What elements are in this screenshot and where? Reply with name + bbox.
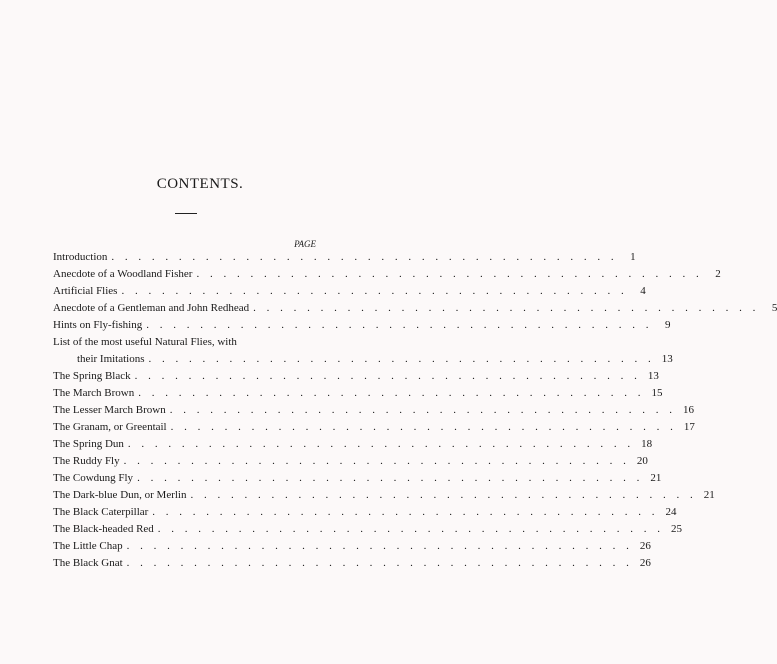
toc-entry-page-number: 4: [640, 285, 646, 297]
toc-entry-page-number: 20: [636, 455, 648, 467]
page-title: CONTENTS.: [156, 176, 244, 192]
dot-leader: . . . . . . . . . . . . . . . . . . . . . . . . . . . . . . . . . . . . . .: [157, 523, 665, 535]
toc-entry: [53, 504, 677, 521]
toc-entry-title: The Black Gnat: [53, 557, 123, 569]
toc-entry: [53, 283, 646, 300]
dot-leader: . . . . . . . . . . . . . . . . . . . . . . . . . . . . . . . . . . . . . .: [190, 489, 697, 501]
toc-entry-title: The Black-headed Red: [53, 523, 154, 535]
toc-entry-title: Anecdote of a Woodland Fisher: [53, 268, 193, 280]
dot-leader: . . . . . . . . . . . . . . . . . . . . . . . . . . . . . . . . . . . . . .: [111, 251, 618, 263]
toc-entry: [53, 300, 777, 317]
dot-leader: . . . . . . . . . . . . . . . . . . . . . . . . . . . . . . . . . . . . . .: [196, 268, 703, 280]
toc-entry-title: Introduction: [53, 251, 108, 263]
toc-entry: [53, 419, 695, 436]
toc-entry-title: The Granam, or Greentail: [53, 421, 167, 433]
toc-entry: [53, 385, 663, 402]
toc-entry-page-number: 26: [639, 540, 651, 552]
toc-entry: [53, 249, 636, 266]
toc-entry-page-number: 13: [647, 370, 659, 382]
toc-entry-title: Hints on Fly-fishing: [53, 319, 143, 331]
toc-entry: [53, 555, 651, 572]
toc-entry-page-number: 25: [671, 523, 683, 535]
dot-leader: . . . . . . . . . . . . . . . . . . . . . . . . . . . . . . . . . . . . . .: [126, 557, 633, 569]
toc-entry-title: List of the most useful Natural Flies, with: [53, 336, 237, 348]
toc-entry-title: their Imitations: [77, 353, 145, 365]
toc-entry-title: The Dark-blue Dun, or Merlin: [53, 489, 187, 501]
toc-entry-page-number: 1: [630, 251, 636, 263]
toc-list: [53, 249, 777, 572]
dot-leader: . . . . . . . . . . . . . . . . . . . . . . . . . . . . . . . . . . . . . .: [169, 404, 676, 416]
dot-leader: . . . . . . . . . . . . . . . . . . . . . . . . . . . . . . . . . . . . . .: [134, 370, 641, 382]
toc-entry-page-number: 26: [639, 557, 651, 569]
toc-entry-page-number: 21: [650, 472, 662, 484]
toc-entry: [53, 470, 662, 487]
toc-entry-page-number: 2: [715, 268, 721, 280]
toc-entry-title: The Ruddy Fly: [53, 455, 120, 467]
toc-entry-title: The March Brown: [53, 387, 135, 399]
toc-entry-title: The Little Chap: [53, 540, 123, 552]
toc-entry-page-number: 18: [641, 438, 653, 450]
dot-leader: . . . . . . . . . . . . . . . . . . . . . . . . . . . . . . . . . . . . . .: [127, 438, 635, 450]
toc-entry: [53, 368, 659, 385]
toc-entry: [53, 436, 653, 453]
toc-entry-title: Artificial Flies: [53, 285, 118, 297]
dot-leader: . . . . . . . . . . . . . . . . . . . . . . . . . . . . . . . . . . . . . .: [123, 455, 630, 467]
dot-leader: . . . . . . . . . . . . . . . . . . . . . . . . . . . . . . . . . . . . . .: [121, 285, 628, 297]
toc-entry: [53, 317, 671, 334]
dot-leader: . . . . . . . . . . . . . . . . . . . . . . . . . . . . . . . . . . . . . .: [126, 540, 633, 552]
toc-entry-page-number: 17: [683, 421, 695, 433]
toc-entry-title: Anecdote of a Gentleman and John Redhead: [53, 302, 250, 314]
dot-leader: . . . . . . . . . . . . . . . . . . . . . . . . . . . . . . . . . . . . . .: [170, 421, 677, 433]
page-column-header: PAGE: [294, 239, 316, 249]
toc-entry: [53, 402, 694, 419]
toc-entry: [53, 334, 317, 351]
toc-entry: [53, 351, 673, 368]
toc-entry: [53, 521, 683, 538]
dot-leader: . . . . . . . . . . . . . . . . . . . . . . . . . . . . . . . . . . . . . .: [137, 472, 644, 484]
toc-entry-title: The Black Caterpillar: [53, 506, 149, 518]
toc-entry-page-number: 24: [665, 506, 677, 518]
dot-leader: . . . . . . . . . . . . . . . . . . . . . . . . . . . . . . . . . . . . . .: [138, 387, 645, 399]
toc-entry-title: The Lesser March Brown: [53, 404, 166, 416]
toc-entry: [53, 538, 651, 555]
toc-entry-page-number: 16: [682, 404, 694, 416]
dot-leader: . . . . . . . . . . . . . . . . . . . . . . . . . . . . . . . . . . . . . .: [146, 319, 653, 331]
toc-entry-title: The Spring Black: [53, 370, 131, 382]
toc-entry-page-number: 15: [651, 387, 663, 399]
toc-entry-page-number: 5: [771, 302, 777, 314]
toc-entry-page-number: 13: [661, 353, 673, 365]
title-divider: [175, 213, 197, 214]
toc-entry: [53, 266, 721, 283]
dot-leader: . . . . . . . . . . . . . . . . . . . . . . . . . . . . . . . . . . . . . .: [253, 302, 760, 314]
dot-leader: . . . . . . . . . . . . . . . . . . . . . . . . . . . . . . . . . . . . . .: [152, 506, 659, 518]
toc-entry: [53, 453, 648, 470]
toc-entry: [53, 487, 715, 504]
toc-entry-title: The Spring Dun: [53, 438, 124, 450]
dot-leader: . . . . . . . . . . . . . . . . . . . . . . . . . . . . . . . . . . . . . .: [148, 353, 655, 365]
toc-entry-page-number: 9: [664, 319, 671, 331]
toc-entry-page-number: 21: [703, 489, 715, 501]
toc-entry-title: The Cowdung Fly: [53, 472, 134, 484]
